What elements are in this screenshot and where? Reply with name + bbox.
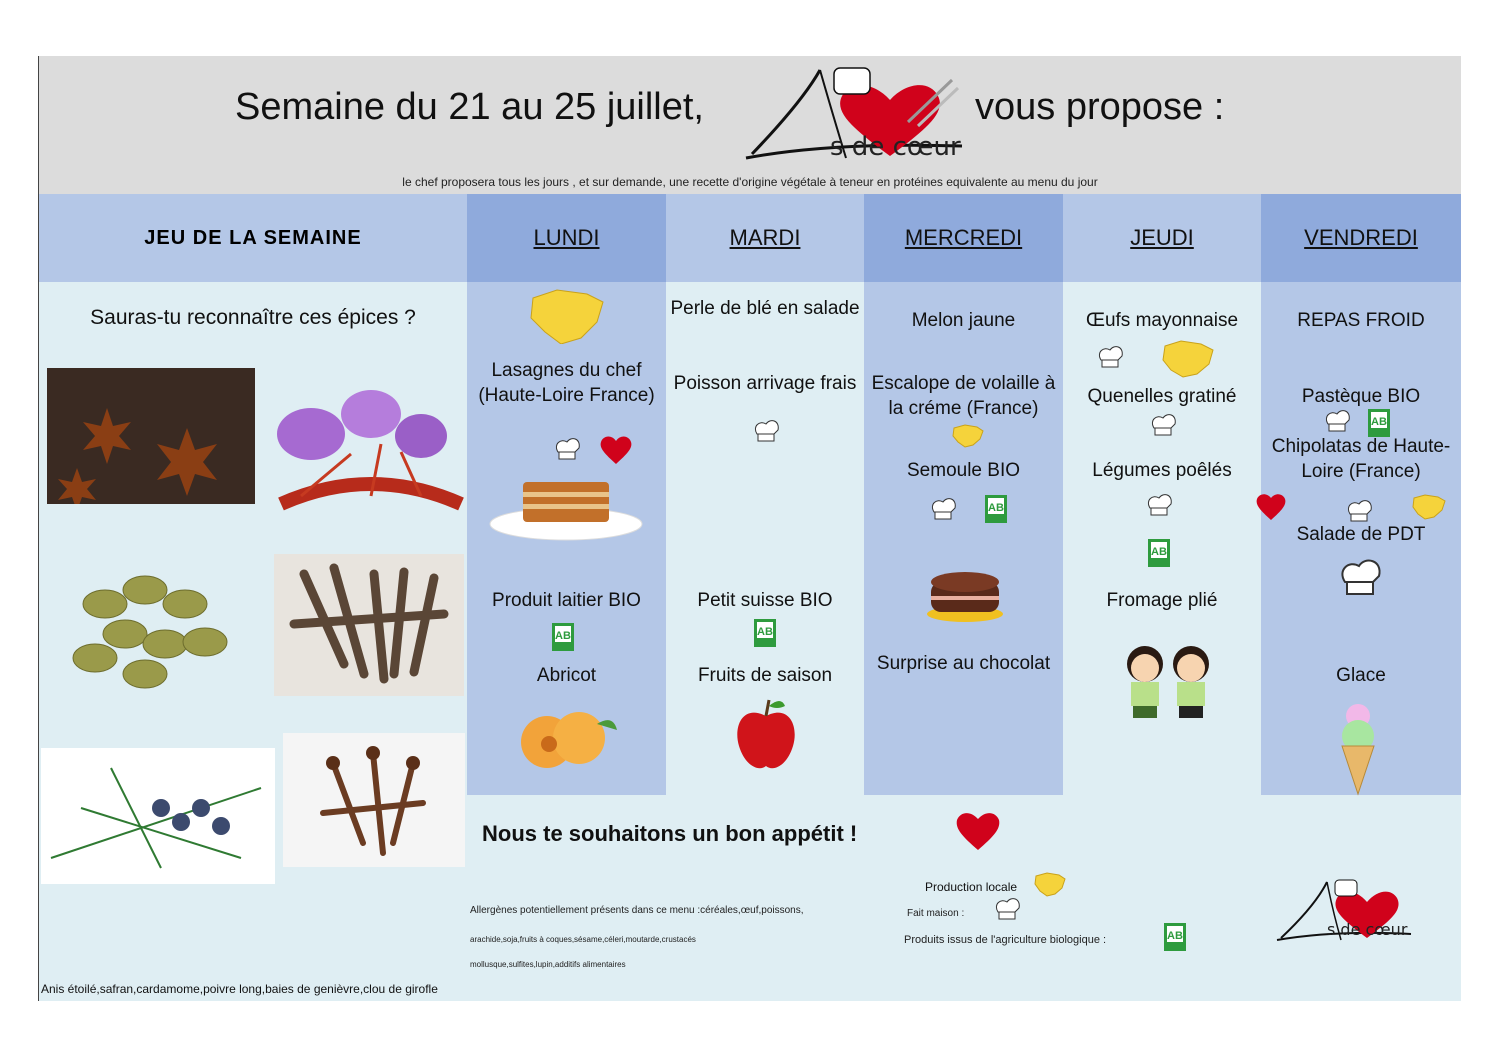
lundi-dessert: Abricot [536,665,597,686]
day-header-vendredi: VENDREDI [1261,194,1461,282]
svg-text:AB: AB [555,630,571,642]
bio-label-icon [984,494,1008,524]
bio-label-icon [1163,922,1187,952]
svg-text:AB: AB [1151,546,1167,558]
vendredi-dessert: Glace [1336,665,1386,686]
svg-text:AB: AB [1167,930,1183,942]
legend-homemade: Fait maison : [907,908,965,919]
mardi-dessert: Fruits de saison [697,665,833,686]
star-anise-photo [47,368,255,504]
week-title-end: vous propose : [975,86,1225,128]
jeudi-starter: Œufs mayonnaise [1085,310,1239,331]
clove-photo [283,733,465,867]
heart-icon [1255,492,1287,522]
mercredi-dessert: Surprise au chocolat [876,653,1051,674]
chef-hat-icon [1149,412,1179,440]
chef-hat-icon [929,496,959,524]
brand-name-small: s de cœur [1327,920,1408,939]
brand-logo-graphic [742,62,978,180]
allergens-line-3: mollusque,sulfites,lupin,additifs alimentaires [470,960,626,969]
bio-label-icon [551,622,575,652]
bon-appetit-message: Nous te souhaitons un bon appétit ! [482,821,858,846]
heart-icon [955,810,1001,852]
menu-header [39,56,1461,194]
vendredi-starter: REPAS FROID [1297,310,1425,331]
legend-local: Production locale [925,880,1018,894]
svg-text:AB: AB [988,502,1004,514]
long-pepper-photo [274,554,464,696]
mardi-main: Poisson arrivage frais [673,373,857,394]
game-heading: JEU DE LA SEMAINE [39,194,467,282]
lundi-main: Lasagnes du chef (Haute-Loire France) [478,360,655,406]
bio-label-icon [1147,538,1171,568]
allergens-line-1: Allergènes potentiellement présents dans ce menu :céréales,œuf,poissons, [470,905,804,916]
chef-hat-icon [1145,492,1175,520]
brand-logo [742,62,978,180]
vendredi-side: Salade de PDT [1296,524,1426,545]
lundi-dairy: Produit laitier BIO [492,590,641,611]
game-answer: Anis étoilé,safran,cardamome,poivre long,baies de genièvre,clou de girofle [41,982,438,996]
vendredi-main1: Pastèque BIO [1301,386,1421,407]
chef-hat-icon [1337,556,1387,602]
chocolate-cake-photo [925,568,1005,624]
svg-text:AB: AB [1371,416,1387,428]
haute-loire-map-icon [1033,872,1067,898]
jeudi-side: Légumes poêlés [1092,460,1232,481]
game-question: Sauras-tu reconnaître ces épices ? [90,306,416,329]
jeudi-dairy: Fromage plié [1106,590,1218,611]
juniper-photo [41,748,275,884]
vendredi-main2: Chipolatas de Haute-Loire (France) [1271,436,1451,482]
chef-hat-icon [553,436,583,464]
saffron-photo [271,384,471,524]
apricot-photo [517,704,621,772]
chef-hat-icon [752,418,782,446]
haute-loire-map-icon [527,288,607,344]
haute-loire-map-icon [1411,494,1447,520]
day-header-lundi: LUNDI [467,194,666,282]
day-header-jeudi: JEUDI [1063,194,1261,282]
day-header-mercredi: MERCREDI [864,194,1063,282]
mercredi-side: Semoule BIO [907,460,1020,481]
heart-icon [599,434,633,466]
legend-bio: Produits issus de l'agriculture biologique : [904,934,1107,946]
haute-loire-map-icon [1161,340,1215,378]
ice-cream-illustration [1333,702,1383,796]
mardi-starter: Perle de blé en salade [670,298,860,319]
mardi-dairy: Petit suisse BIO [697,590,833,611]
column-mercredi [864,282,1063,795]
day-header-mardi: MARDI [666,194,864,282]
svg-text:AB: AB [757,626,773,638]
jeudi-main: Quenelles gratiné [1087,386,1237,407]
menu-sheet [38,56,1461,1001]
cardamom-photo [55,554,245,702]
allergens-line-2: arachide,soja,fruits à coques,sésame,céleri,moutarde,crustacés [470,935,696,944]
mercredi-main: Escalope de volaille à la créme (France) [871,373,1056,419]
lasagna-photo [487,474,645,544]
chef-hat-icon [1096,344,1126,372]
brand-logo-small [1275,876,1415,956]
brand-name: s de cœur [830,132,961,162]
mercredi-starter: Melon jaune [911,310,1016,331]
chef-hat-icon [993,896,1023,924]
apple-photo [733,696,799,772]
children-illustration [1115,642,1221,728]
bio-label-icon [753,618,777,648]
vegetarian-note: le chef proposera tous les jours , et sur demande, une recette d'origine végétale à teneur en protéines equivalente au menu du jour [402,175,1098,189]
chef-hat-icon [1323,408,1353,436]
haute-loire-map-icon [951,424,985,448]
week-title: Semaine du 21 au 25 juillet, [235,86,704,128]
